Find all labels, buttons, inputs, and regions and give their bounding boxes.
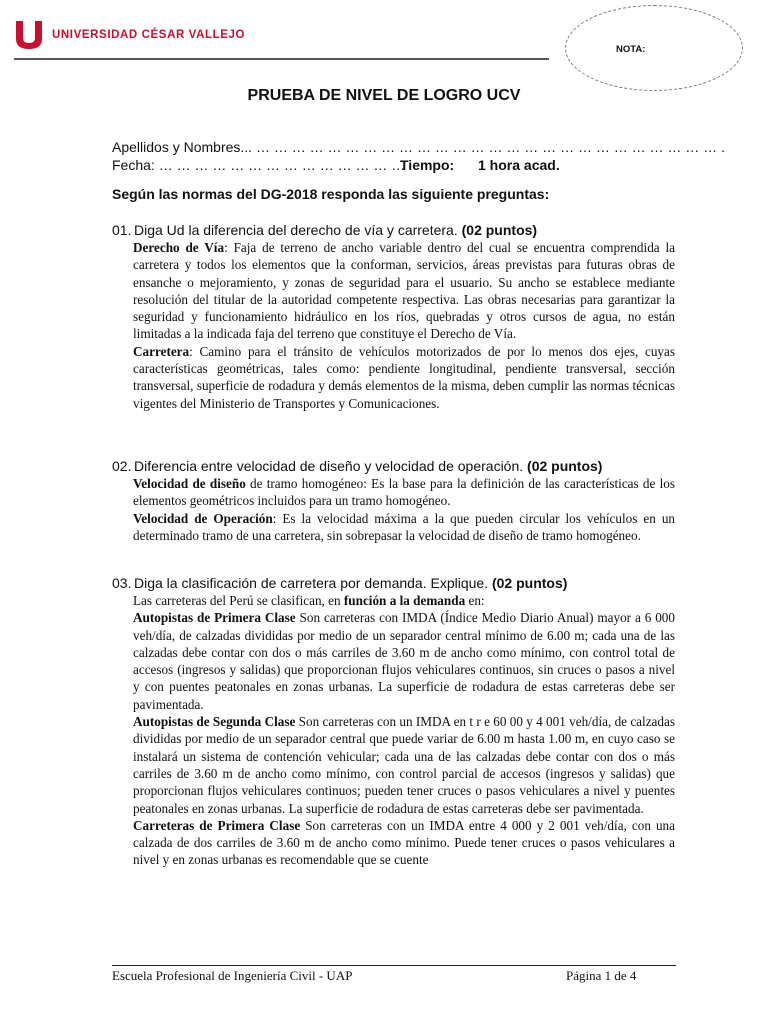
answer-text: : Es la velocidad máxima a la que pueden circular los vehículos en un determinado tramo de una carretera, sin sobrepasar la velocidad de diseño de tramo homogéneo. <box>133 510 676 543</box>
question-2 <box>112 458 602 474</box>
grade-label: NOTA: <box>616 44 646 55</box>
answer-3 <box>133 592 675 918</box>
answer-2 <box>133 475 675 544</box>
university-logo <box>14 16 246 54</box>
ucv-logo-icon <box>14 19 44 51</box>
page-number: Página 1 de 4 <box>566 968 637 983</box>
question-number: 02. <box>112 458 132 474</box>
answer-text: : Camino para el tránsito de vehículos motorizados de por lo menos dos ejes, cuyas características geométricas, tales como: pendiente longitudinal, pendiente transversal, sección transversal, superficie de rodadura y demás elementos de la misma, deben cumplir las normas técnicas vigentes del Ministerio de Transportes y Comunicaciones. <box>133 343 675 411</box>
question-points: (02 puntos) <box>491 575 568 591</box>
question-3 <box>112 575 567 591</box>
intro-emphasis: función a la demanda <box>343 593 466 608</box>
answer-paragraph <box>133 239 675 343</box>
intro-text: Las carreteras del Perú se clasifican, en <box>133 593 344 608</box>
answer-term: Derecho de Vía <box>133 240 225 255</box>
answer-text: Son carreteras con un IMDA entre 4 000 y 2 001 veh/día, con una calzada de dos carriles de 3.60 m de ancho como mínimo. Puede tener cruces o pasos vehiculares a nivel y en zonas urbanas es recomendable que se cuente <box>133 817 675 868</box>
answer-1 <box>133 239 675 412</box>
answer-paragraph <box>133 713 675 817</box>
answer-paragraph <box>133 343 675 412</box>
footer-school: Escuela Profesional de Ingeniería Civil - UAP <box>112 968 353 983</box>
question-prompt: Diferencia entre velocidad de diseño y velocidad de operación. <box>134 458 524 474</box>
question-prompt: Diga la clasificación de carretera por demanda. Explique. <box>134 575 489 591</box>
time-value: 1 hora acad. <box>478 157 560 173</box>
instruction: Según las normas del DG-2018 responda las siguiente preguntas: <box>112 186 550 202</box>
question-number: 01. <box>112 222 132 238</box>
answer-text: Son carreteras con IMDA (Índice Medio Diario Anual) mayor a 6 000 veh/día, de calzadas divididas por medio de un separador central mínimo de 6.00 m; cada una de las calzadas debe contar con dos o más carriles de 3.60 m de ancho como mínimo, con control total de accesos (ingresos y salidas) que proporcionan flujos vehiculares continuos, sin cruces o pasos a nivel y con puentes peatonales en zonas urbanas. La superficie de rodadura de estas carreteras debe ser pavimentada. <box>133 610 675 712</box>
footer-divider <box>112 965 676 966</box>
date-field: Fecha: … … … … … … … … … … … … … … <box>112 157 406 173</box>
question-points: (02 puntos) <box>461 222 538 238</box>
answer-paragraph <box>133 510 675 545</box>
header-divider <box>14 58 549 60</box>
answer-text: Son carreteras con un IMDA en t r e 60 00 y 4 001 veh/día, de calzadas divididas por medio de un separador central que puede variar de 6.00 m hasta 1.00 m, en cuyo caso se instalará un sistema de contención vehicular; cada una de las calzadas debe contar con dos o más carriles de 3.60 m de ancho como mínimo, con control parcial de accesos (ingresos y salidas) que proporcionan flujos vehiculares continuos; pueden tener cruces o pasos vehiculares a nivel y puentes peatonales en zonas urbanas. La superficie de rodadura de estas carreteras debe ser pavimentada. <box>133 714 675 816</box>
answer-paragraph <box>133 609 675 713</box>
answer-term: Velocidad de diseño <box>133 476 246 491</box>
question-number: 03. <box>112 575 132 591</box>
answer-text: de tramo homogéneo: Es la base para la definición de las características de los elementos geométricos incluidos para un tramo homogéneo. <box>133 476 675 509</box>
answer-intro <box>133 592 675 609</box>
name-field: Apellidos y Nombres... … … … … … … … … … … … … … … … … … … … … … … … … … … . <box>112 139 725 155</box>
intro-text: en: <box>465 593 485 608</box>
answer-paragraph <box>133 475 675 510</box>
question-1 <box>112 222 537 238</box>
answer-text: : Faja de terreno de ancho variable dentro del cual se encuentra comprendida la carretera y todos los elementos que la conforman, servicios, áreas previstas para futuras obras de ensanche o mejoramiento, y zonas de seguridad para el usuario. Su ancho se establece mediante resolución del titular de la autoridad competente respectiva. Las obras necesarias para garantizar la seguridad y funcionamiento hidráulico en los ríos, quebradas y otros cursos de agua, no están limitadas a la indicada faja del terreno que constituye el Derecho de Vía. <box>133 240 676 342</box>
answer-term: Autopistas de Segunda Clase <box>133 714 296 730</box>
answer-term: Carreteras de Primera Clase <box>133 817 301 833</box>
answer-term: Velocidad de Operación <box>133 510 273 526</box>
time-label: Tiempo: <box>400 157 455 173</box>
question-points: (02 puntos) <box>527 458 603 474</box>
answer-paragraph <box>133 817 675 869</box>
answer-term: Autopistas de Primera Clase <box>133 610 296 626</box>
university-name: UNIVERSIDAD CÉSAR VALLEJO <box>52 29 246 41</box>
grade-box <box>565 5 743 91</box>
question-prompt: Diga Ud la diferencia del derecho de vía y carretera. <box>134 222 458 238</box>
answer-term: Carretera <box>133 343 190 359</box>
page-title: PRUEBA DE NIVEL DE LOGRO UCV <box>247 87 521 104</box>
